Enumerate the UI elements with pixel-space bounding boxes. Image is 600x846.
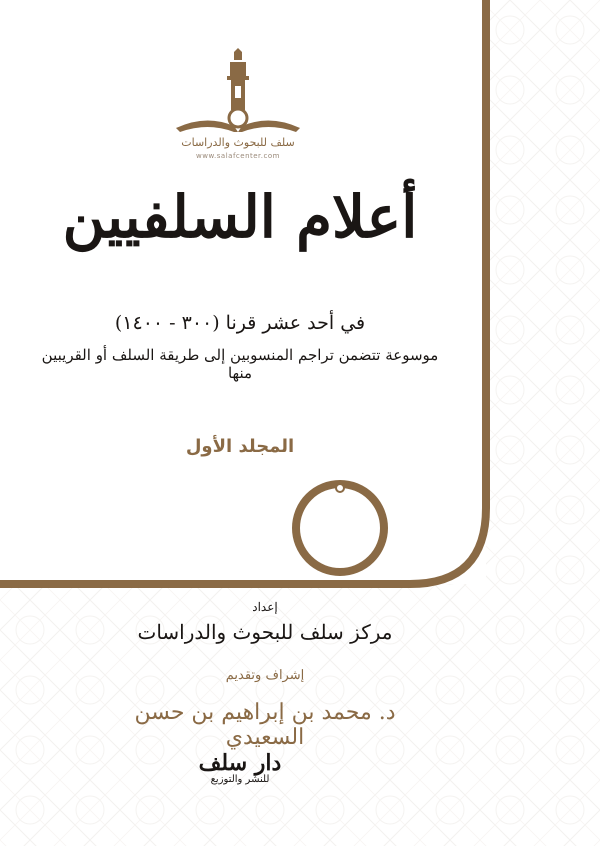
supervisor-name: د. محمد بن إبراهيم بن حسن السعيدي	[134, 700, 396, 750]
publisher-name: دار سلف	[198, 750, 282, 776]
publisher-logo	[196, 752, 284, 786]
minaret-book-icon	[172, 48, 304, 148]
publisher-tagline: للنشر والتوزيع	[210, 774, 270, 785]
logo-url: www.salafcenter.com	[196, 152, 280, 160]
logo	[172, 48, 304, 148]
volume-label: المجلد الأول	[185, 436, 295, 457]
logo-name: سلف للبحوث والدراسات	[181, 136, 295, 149]
supervision-label: إشراف وتقديم	[225, 668, 305, 683]
prepared-by: مركز سلف للبحوث والدراسات	[137, 620, 393, 644]
prepared-label: إعداد	[252, 600, 278, 614]
book-title: أعلام السلفيين	[62, 183, 418, 251]
book-description: موسوعة تتضمن تراجم المنسوبين إلى طريقة السلف أو القريبين منها	[41, 346, 439, 382]
book-subtitle: في أحد عشر قرنا (٣٠٠ - ١٤٠٠)	[114, 312, 366, 334]
